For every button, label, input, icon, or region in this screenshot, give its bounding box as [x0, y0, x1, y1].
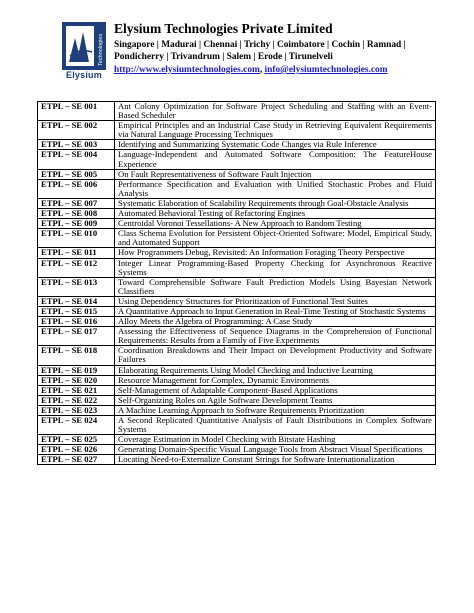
- project-code: ETPL – SE 019: [38, 365, 115, 375]
- project-code: ETPL – SE 020: [38, 375, 115, 385]
- project-code: ETPL – SE 005: [38, 169, 115, 179]
- contact-links: [114, 64, 388, 76]
- project-table-body: [38, 102, 436, 465]
- table-row: [38, 365, 436, 375]
- project-title: Locating Need-to-Externalize Constant Strings for Software Internationalization: [115, 455, 436, 465]
- project-code: ETPL – SE 006: [38, 179, 115, 198]
- project-table: [37, 101, 436, 465]
- table-row: [38, 140, 436, 150]
- project-title: A Quantitative Approach to Input Generation in Real-Time Testing of Stochastic Systems: [115, 306, 436, 316]
- table-row: [38, 395, 436, 405]
- project-code: ETPL – SE 001: [38, 102, 115, 121]
- project-code: ETPL – SE 009: [38, 219, 115, 229]
- project-title: How Programmers Debug, Revisited: An Information Foraging Theory Perspective: [115, 248, 436, 258]
- table-row: [38, 179, 436, 198]
- project-title: Empirical Principles and an Industrial Case Study in Retrieving Equivalent Requirements via Natural Language Processing Techniques: [115, 121, 436, 140]
- project-title: On Fault Representativeness of Software Fault Injection: [115, 169, 436, 179]
- project-title: Coverage Estimation in Model Checking with Bitstate Hashing: [115, 435, 436, 445]
- project-code: ETPL – SE 027: [38, 455, 115, 465]
- project-title: Language-Independent and Automated Software Composition: The FeatureHouse Experience: [115, 150, 436, 169]
- project-code: ETPL – SE 003: [38, 140, 115, 150]
- table-row: [38, 327, 436, 346]
- project-title: Class Schema Evolution for Persistent Object-Oriented Software: Model, Empirical Study, and Automated Support: [115, 229, 436, 248]
- project-title: Alloy Meets the Algebra of Programming: A Case Study: [115, 317, 436, 327]
- table-row: [38, 455, 436, 465]
- table-row: [38, 169, 436, 179]
- table-row: [38, 277, 436, 296]
- table-row: [38, 375, 436, 385]
- project-code: ETPL – SE 023: [38, 405, 115, 415]
- project-title: A Machine Learning Approach to Software Requirements Prioritization: [115, 405, 436, 415]
- project-title: Assessing the Effectiveness of Sequence Diagrams in the Comprehension of Functional Requirements: Results from a Family of Five Experiments: [115, 327, 436, 346]
- table-row: [38, 306, 436, 316]
- project-code: ETPL – SE 017: [38, 327, 115, 346]
- company-name: Elysium Technologies Private Limited: [114, 21, 333, 36]
- logo-mark: [62, 22, 106, 70]
- project-code: ETPL – SE 010: [38, 229, 115, 248]
- company-logo: [62, 22, 106, 84]
- table-row: [38, 219, 436, 229]
- table-row: [38, 385, 436, 395]
- table-row: [38, 121, 436, 140]
- project-title: Systematic Elaboration of Scalability Requirements through Goal-Obstacle Analysis: [115, 198, 436, 208]
- table-row: [38, 258, 436, 277]
- project-code: ETPL – SE 013: [38, 277, 115, 296]
- branch-locations: [114, 39, 406, 63]
- branch-line-2: Pondicherry | Trivandrum | Salem | Erode | Tirunelveli: [114, 52, 333, 62]
- project-title: Integer Linear Programming-Based Property Checking for Asynchronous Reactive Systems: [115, 258, 436, 277]
- logo-side-text: Technologies: [98, 33, 104, 66]
- table-row: [38, 317, 436, 327]
- project-title: Identifying and Summarizing Systematic Code Changes via Rule Inference: [115, 140, 436, 150]
- table-row: [38, 346, 436, 365]
- table-row: [38, 229, 436, 248]
- project-code: ETPL – SE 014: [38, 296, 115, 306]
- project-code: ETPL – SE 007: [38, 198, 115, 208]
- table-row: [38, 416, 436, 435]
- project-title: Ant Colony Optimization for Software Project Scheduling and Staffing with an Event-Based Scheduler: [115, 102, 436, 121]
- project-title: A Second Replicated Quantitative Analysis of Fault Distributions in Complex Software Systems: [115, 416, 436, 435]
- project-title: Elaborating Requirements Using Model Checking and Inductive Learning: [115, 365, 436, 375]
- project-code: ETPL – SE 024: [38, 416, 115, 435]
- table-row: [38, 445, 436, 455]
- email-link[interactable]: info@elysiumtechnologies.com: [264, 65, 388, 75]
- project-title: Coordination Breakdowns and Their Impact on Development Productivity and Software Failures: [115, 346, 436, 365]
- project-title: Self-Management of Adaptable Component-Based Applications: [115, 385, 436, 395]
- table-row: [38, 198, 436, 208]
- project-code: ETPL – SE 008: [38, 209, 115, 219]
- project-title: Using Dependency Structures for Prioritization of Functional Test Suites: [115, 296, 436, 306]
- project-code: ETPL – SE 011: [38, 248, 115, 258]
- project-title: Automated Behavioral Testing of Refactoring Engines: [115, 209, 436, 219]
- link-separator: ,: [259, 65, 265, 75]
- project-code: ETPL – SE 015: [38, 306, 115, 316]
- project-title: Self-Organizing Roles on Agile Software Development Teams: [115, 395, 436, 405]
- table-row: [38, 102, 436, 121]
- website-link[interactable]: http://www.elysiumtechnologies.com: [114, 65, 260, 75]
- project-code: ETPL – SE 026: [38, 445, 115, 455]
- project-code: ETPL – SE 012: [38, 258, 115, 277]
- project-code: ETPL – SE 004: [38, 150, 115, 169]
- project-code: ETPL – SE 025: [38, 435, 115, 445]
- table-row: [38, 296, 436, 306]
- project-title: Toward Comprehensible Software Fault Prediction Models Using Bayesian Network Classifiers: [115, 277, 436, 296]
- project-code: ETPL – SE 018: [38, 346, 115, 365]
- table-row: [38, 209, 436, 219]
- project-code: ETPL – SE 022: [38, 395, 115, 405]
- branch-line-1: Singapore | Madurai | Chennai | Trichy | Coimbatore | Cochin | Ramnad |: [114, 40, 406, 50]
- project-code: ETPL – SE 016: [38, 317, 115, 327]
- project-title: Generating Domain-Specific Visual Language Tools from Abstract Visual Specifications: [115, 445, 436, 455]
- table-row: [38, 150, 436, 169]
- project-title: Performance Specification and Evaluation with Unified Stochastic Probes and Fluid Analysis: [115, 179, 436, 198]
- project-title: Centroidal Voronoi Tessellations- A New Approach to Random Testing: [115, 219, 436, 229]
- letterhead: [62, 22, 442, 90]
- project-title: Resource Management for Complex, Dynamic Environments: [115, 375, 436, 385]
- table-row: [38, 405, 436, 415]
- table-row: [38, 435, 436, 445]
- table-row: [38, 248, 436, 258]
- project-code: ETPL – SE 021: [38, 385, 115, 395]
- logo-wordmark: Elysium: [66, 70, 102, 80]
- project-code: ETPL – SE 002: [38, 121, 115, 140]
